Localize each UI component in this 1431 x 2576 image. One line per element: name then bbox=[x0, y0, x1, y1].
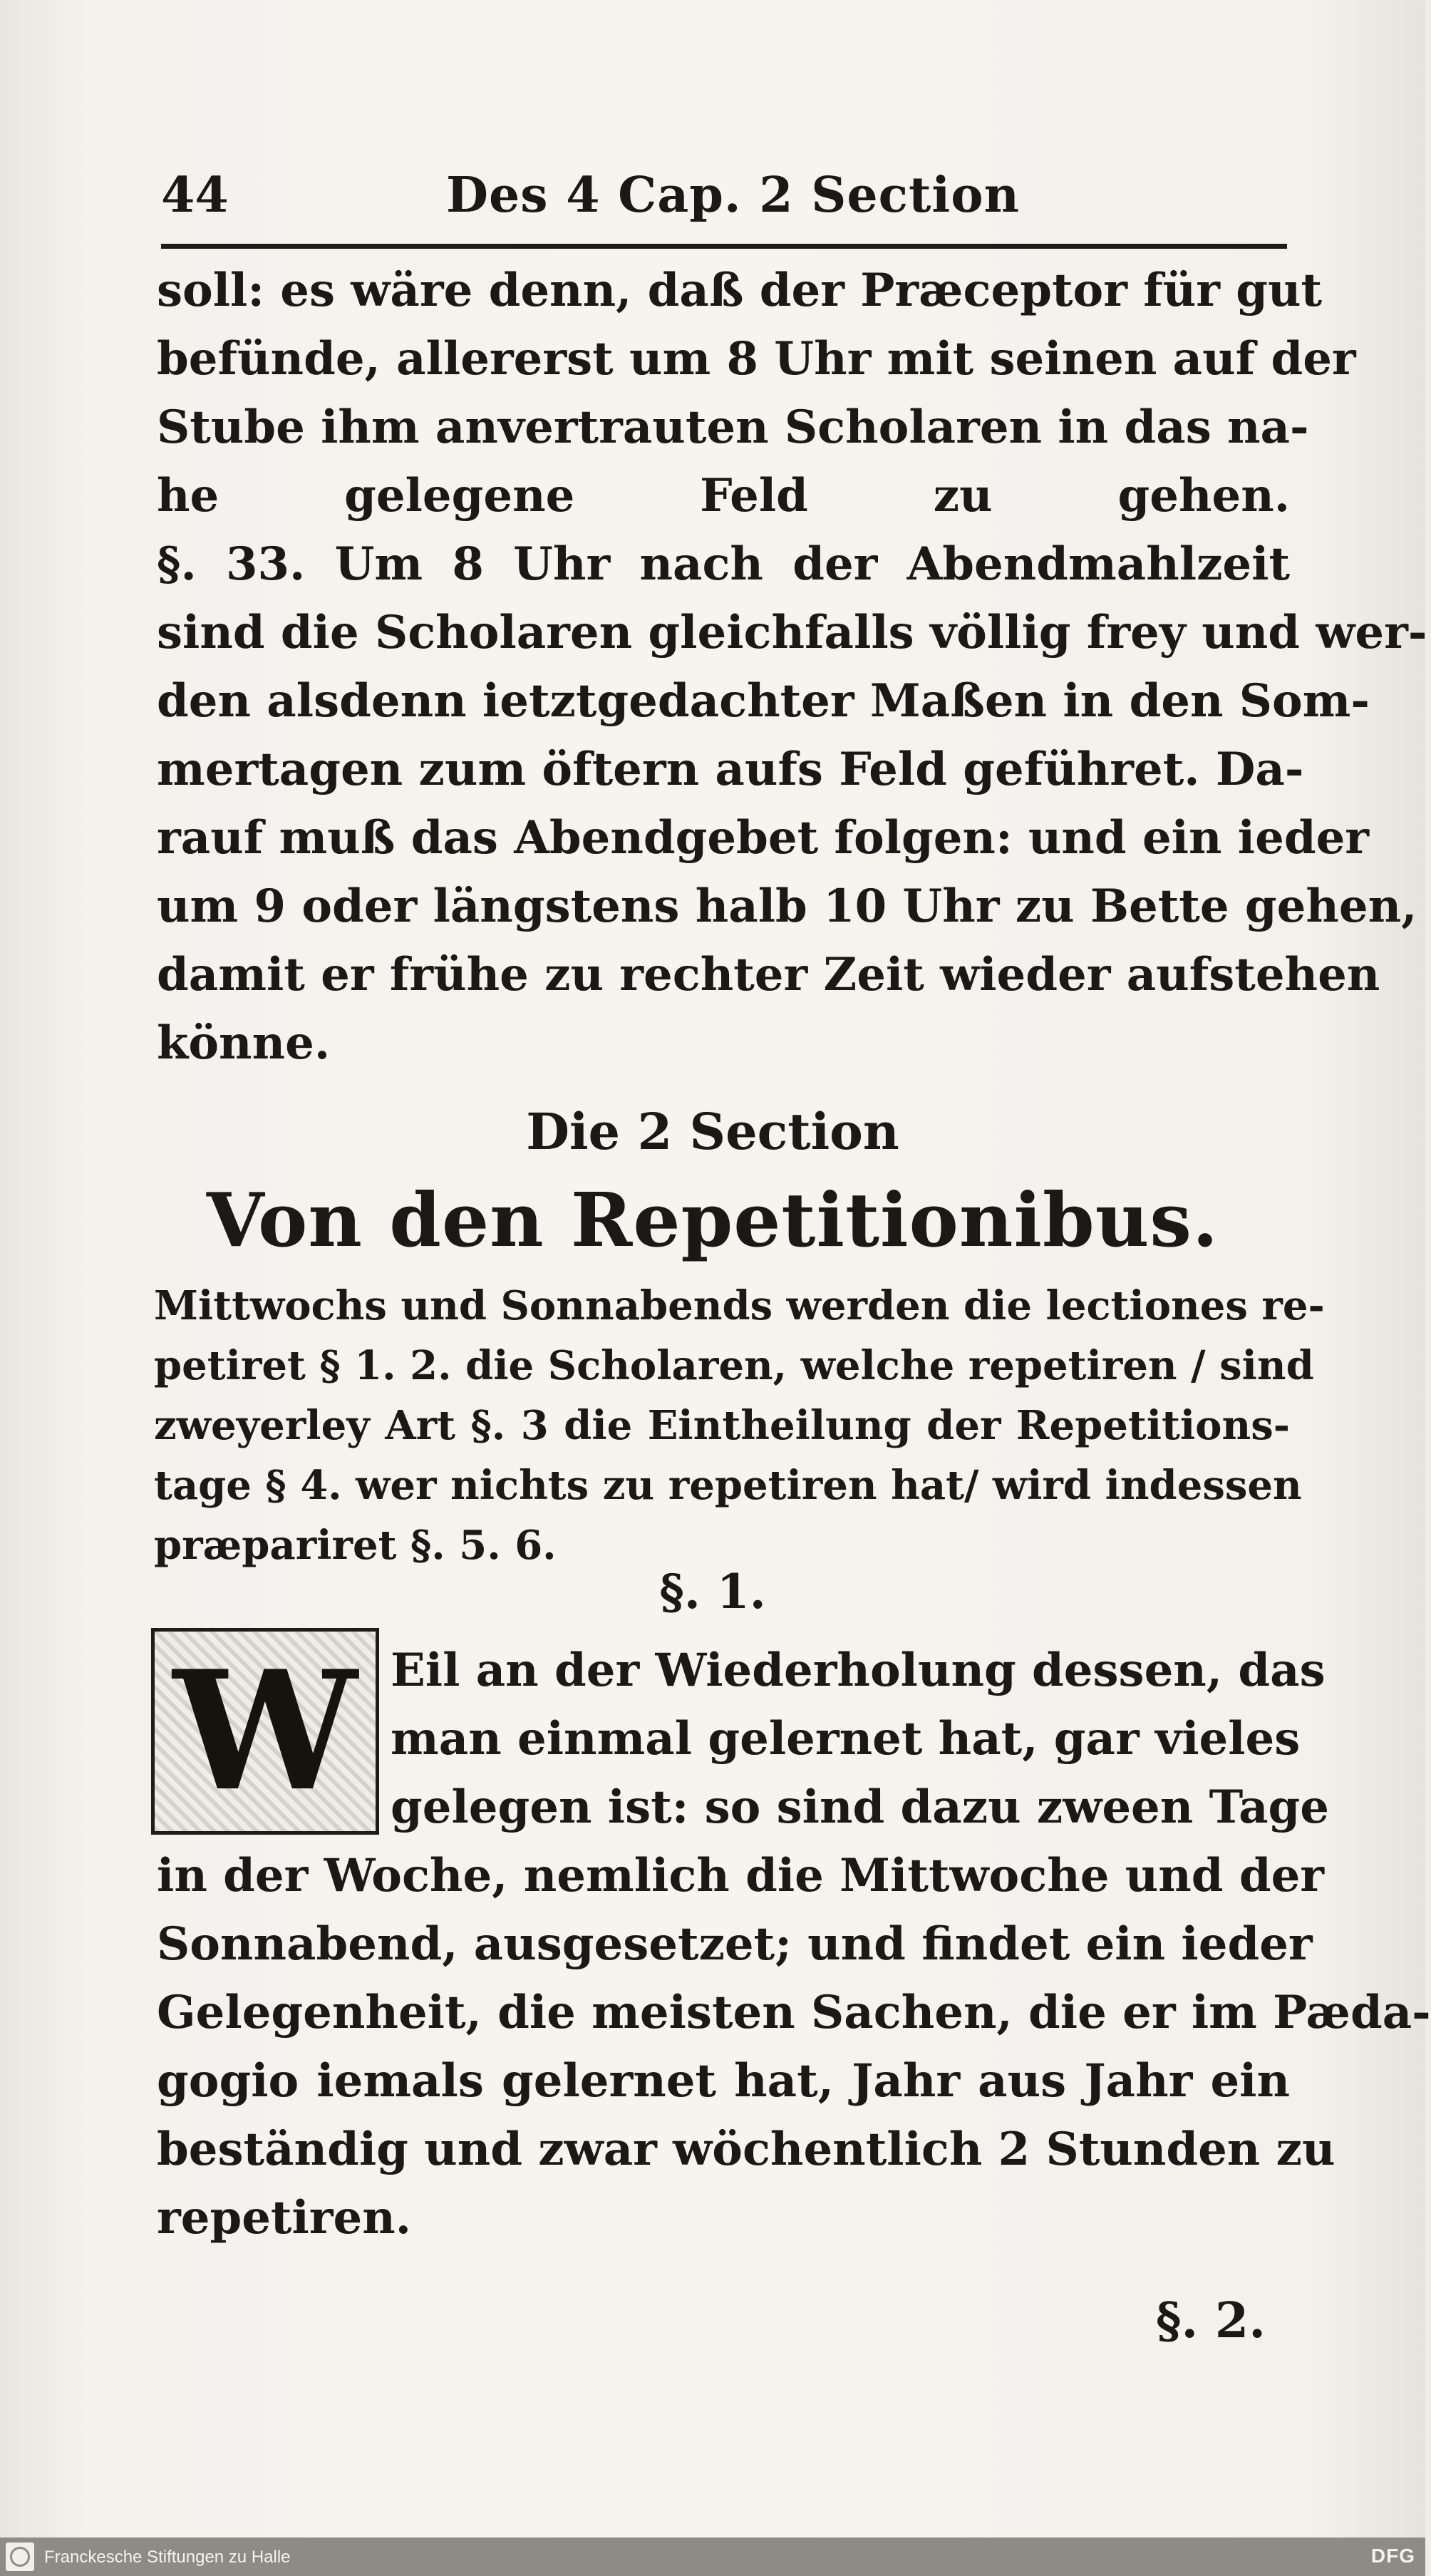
institution-logo-icon[interactable] bbox=[6, 2542, 34, 2571]
body-text-top-line: sind die Scholaren gleichfalls völlig frey und wer- bbox=[157, 606, 1427, 659]
body-text-full bbox=[157, 1842, 1431, 2252]
body-text-top-line: den alsdenn ietztgedachter Maßen in den Som- bbox=[157, 674, 1370, 728]
body-text-top-line: soll: es wäre denn, daß der Præceptor für gut bbox=[157, 264, 1323, 317]
section-summary bbox=[154, 1276, 1325, 1575]
paragraph-number: §. 1. bbox=[659, 1564, 766, 1619]
body-text-top-line: §. 33. Um 8 Uhr nach der Abendmahlzeit bbox=[157, 537, 1290, 591]
header-rule bbox=[161, 244, 1287, 249]
body-text-top-line: befünde, allererst um 8 Uhr mit seinen auf der bbox=[157, 332, 1356, 386]
section-summary-line: præpariret §. 5. 6. bbox=[154, 1522, 557, 1569]
section-title: Von den Repetitionibus. bbox=[206, 1176, 1219, 1264]
body-text-indented-line: Eil an der Wiederholung dessen, das bbox=[391, 1644, 1326, 1697]
page-header bbox=[161, 164, 1287, 235]
body-text-indented-line: gelegen ist: so sind dazu zween Tage bbox=[391, 1781, 1329, 1834]
body-text-full-line: repetiren. bbox=[157, 2191, 412, 2245]
body-text-full-line: Sonnabend, ausgesetzet; und findet ein ieder bbox=[157, 1917, 1313, 1971]
body-text-top-line: rauf muß das Abendgebet folgen: und ein ieder bbox=[157, 811, 1369, 865]
body-text-top-line: damit er frühe zu rechter Zeit wieder aufstehen bbox=[157, 948, 1380, 1001]
body-text-top-line: könne. bbox=[157, 1016, 331, 1070]
body-text-full-line: gogio iemals gelernet hat, Jahr aus Jahr ein bbox=[157, 2054, 1290, 2108]
body-text-indented bbox=[391, 1637, 1329, 1842]
section-summary-line: tage § 4. wer nichts zu repetiren hat/ wird indessen bbox=[154, 1462, 1302, 1509]
body-text-full-line: Gelegenheit, die meisten Sachen, die er im Pæda- bbox=[157, 1986, 1431, 2039]
body-text-full-line: beständig und zwar wöchentlich 2 Stunden zu bbox=[157, 2123, 1336, 2176]
section-summary-line: Mittwochs und Sonnabends werden die lectiones re- bbox=[154, 1282, 1325, 1329]
decorated-initial: W bbox=[151, 1628, 379, 1835]
body-text-indented-line: man einmal gelernet hat, gar vieles bbox=[391, 1712, 1301, 1766]
page-number: 44 bbox=[161, 167, 229, 224]
section-summary-line: zweyerley Art §. 3 die Eintheilung der Repetitions- bbox=[154, 1402, 1290, 1449]
running-head: Des 4 Cap. 2 Section bbox=[446, 167, 1021, 224]
body-text-top-line: um 9 oder längstens halb 10 Uhr zu Bette gehen, bbox=[157, 880, 1417, 933]
body-text-top bbox=[157, 257, 1427, 1078]
section-summary-line: petiret § 1. 2. die Scholaren, welche repetiren / sind bbox=[154, 1342, 1314, 1389]
body-text-top-line: he gelegene Feld zu gehen. bbox=[157, 469, 1290, 522]
body-text-top-line: Stube ihm anvertrauten Scholaren in das na- bbox=[157, 401, 1309, 454]
catchword: §. 2. bbox=[1156, 2292, 1266, 2349]
body-text-top-line: mertagen zum öftern aufs Feld geführet. Da- bbox=[157, 743, 1304, 796]
footer-bar bbox=[0, 2538, 1425, 2576]
body-text-full-line: in der Woche, nemlich die Mittwoche und der bbox=[157, 1849, 1324, 1902]
section-label: Die 2 Section bbox=[526, 1102, 899, 1161]
funder-logo: DFG bbox=[1370, 2545, 1415, 2567]
institution-name: Franckesche Stiftungen zu Halle bbox=[44, 2547, 291, 2567]
